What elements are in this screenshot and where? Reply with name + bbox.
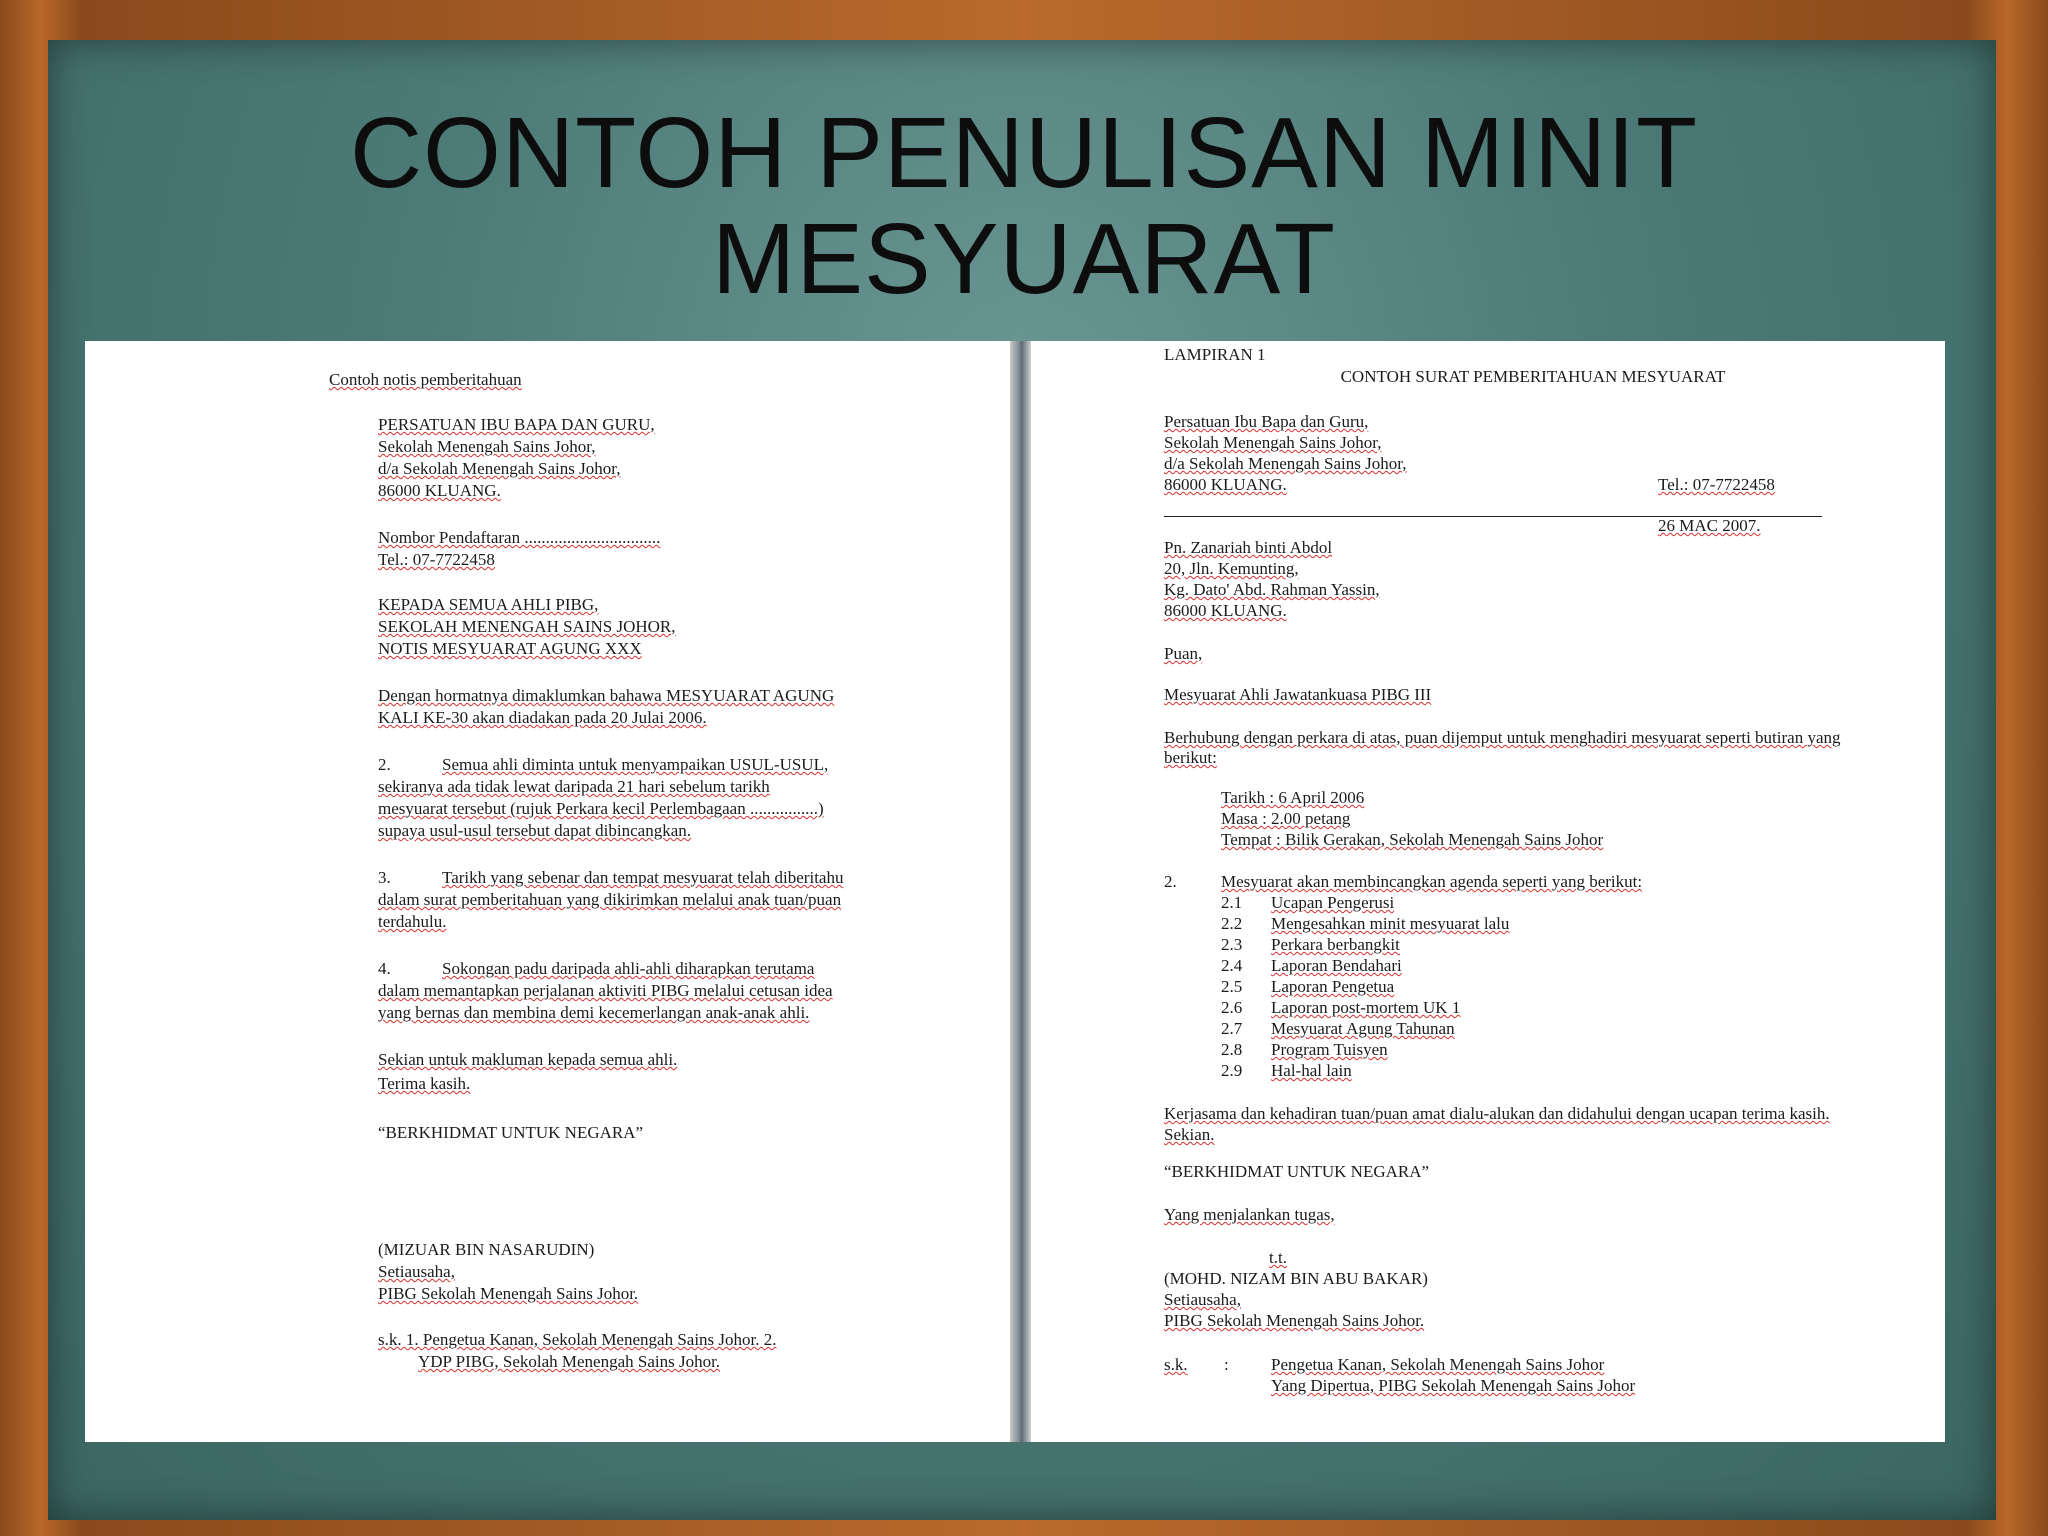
right-agenda-number: 2. xyxy=(1164,872,1177,891)
left-signatory-org: PIBG Sekolah Menengah Sains Johor. xyxy=(378,1284,639,1303)
left-motto: “BERKHIDMAT UNTUK NEGARA” xyxy=(378,1123,644,1142)
left-para3-line: Tarikh yang sebenar dan tempat mesyuarat telah diberitahu xyxy=(442,868,844,887)
right-tt: t.t. xyxy=(1269,1248,1287,1267)
agenda-item-number: 2.1 xyxy=(1221,893,1243,912)
left-to-line: KEPADA SEMUA AHLI PIBG, xyxy=(378,595,599,614)
page-gutter xyxy=(1010,341,1031,1442)
right-date: 26 MAC 2007. xyxy=(1658,516,1761,535)
left-para2-line: supaya usul-usul tersebut dapat dibincangkan. xyxy=(378,821,692,840)
right-agenda-intro: Mesyuarat akan membincangkan agenda seperti yang berikut: xyxy=(1221,872,1643,891)
left-para3-line: terdahulu. xyxy=(378,912,447,931)
left-para2-line: mesyuarat tersebut (rujuk Perkara kecil Perlembagaan ................) xyxy=(378,799,824,818)
left-para3-number: 3. xyxy=(378,868,391,887)
right-signatory-name: (MOHD. NIZAM BIN ABU BAKAR) xyxy=(1164,1269,1428,1288)
agenda-item-text: Mesyuarat Agung Tahunan xyxy=(1271,1019,1455,1038)
agenda-item-text: Mengesahkan minit mesyuarat lalu xyxy=(1271,914,1510,933)
left-cc-line: YDP PIBG, Sekolah Menengah Sains Johor. xyxy=(418,1352,721,1371)
agenda-item-number: 2.6 xyxy=(1221,998,1243,1017)
left-org-line: Sekolah Menengah Sains Johor, xyxy=(378,437,596,456)
left-org-line: PERSATUAN IBU BAPA DAN GURU, xyxy=(378,415,655,434)
right-addressee-line: 86000 KLUANG. xyxy=(1164,601,1287,620)
right-cc-line: Pengetua Kanan, Sekolah Menengah Sains Johor xyxy=(1271,1355,1605,1374)
left-cc-line: s.k. 1. Pengetua Kanan, Sekolah Menengah Sains Johor. 2. xyxy=(378,1330,777,1349)
right-org-line: Sekolah Menengah Sains Johor, xyxy=(1164,433,1382,452)
left-para1-line: Dengan hormatnya dimaklumkan bahawa MESYUARAT AGUNG xyxy=(378,686,835,705)
left-heading: Contoh notis pemberitahuan xyxy=(329,370,522,389)
agenda-item-text: Laporan post-mortem UK 1 xyxy=(1271,998,1461,1017)
right-addressee-line: 20, Jln. Kemunting, xyxy=(1164,559,1299,578)
left-signatory-name: (MIZUAR BIN NASARUDIN) xyxy=(378,1240,595,1259)
left-org-line: d/a Sekolah Menengah Sains Johor, xyxy=(378,459,621,478)
right-addressee-line: Pn. Zanariah binti Abdol xyxy=(1164,538,1333,557)
right-intro-line: Berhubung dengan perkara di atas, puan dijemput untuk menghadiri mesyuarat seperti butiran yang xyxy=(1164,728,1841,747)
left-org-line: 86000 KLUANG. xyxy=(378,481,501,500)
left-registration-line: Nombor Pendaftaran ................................ xyxy=(378,528,661,547)
right-closing-line: Sekian. xyxy=(1164,1125,1215,1144)
agenda-item-number: 2.2 xyxy=(1221,914,1243,933)
left-document-page xyxy=(85,341,1010,1442)
left-closing-line: Terima kasih. xyxy=(378,1074,471,1093)
left-para2-line: Semua ahli diminta untuk menyampaikan USUL-USUL, xyxy=(442,755,829,774)
agenda-item-text: Laporan Bendahari xyxy=(1271,956,1402,975)
left-para4-line: dalam memantapkan perjalanan aktiviti PIBG melalui cetusan idea xyxy=(378,981,833,1000)
right-detail-time: Masa : 2.00 petang xyxy=(1221,809,1351,828)
right-closing-line: Kerjasama dan kehadiran tuan/puan amat dialu-alukan dan didahului dengan ucapan terima kasih. xyxy=(1164,1104,1830,1123)
agenda-item-number: 2.3 xyxy=(1221,935,1243,954)
slide-title-line-1: CONTOH PENULISAN MINIT xyxy=(349,97,1699,209)
right-intro-line: berikut: xyxy=(1164,748,1217,767)
right-tel: Tel.: 07-7722458 xyxy=(1658,475,1775,494)
agenda-item-text: Program Tuisyen xyxy=(1271,1040,1388,1059)
right-motto: “BERKHIDMAT UNTUK NEGARA” xyxy=(1164,1162,1430,1181)
right-salutation: Puan, xyxy=(1164,644,1203,663)
right-subject: Mesyuarat Ahli Jawatankuasa PIBG III xyxy=(1164,685,1432,704)
left-para1-line: KALI KE-30 akan diadakan pada 20 Julai 2006. xyxy=(378,708,707,727)
agenda-item-text: Perkara berbangkit xyxy=(1271,935,1400,954)
right-addressee-line: Kg. Dato' Abd. Rahman Yassin, xyxy=(1164,580,1380,599)
right-heading: CONTOH SURAT PEMBERITAHUAN MESYUARAT xyxy=(1340,367,1726,386)
agenda-item-number: 2.4 xyxy=(1221,956,1243,975)
right-org-line: 86000 KLUANG. xyxy=(1164,475,1287,494)
right-document-page xyxy=(1031,341,1945,1442)
right-cc-line: Yang Dipertua, PIBG Sekolah Menengah Sains Johor xyxy=(1271,1376,1636,1395)
agenda-item-number: 2.5 xyxy=(1221,977,1243,996)
right-cc-label: s.k. xyxy=(1164,1355,1188,1374)
agenda-item-text: Hal-hal lain xyxy=(1271,1061,1352,1080)
left-signatory-title: Setiausaha, xyxy=(378,1262,455,1281)
left-para4-number: 4. xyxy=(378,959,391,978)
right-signatory-org: PIBG Sekolah Menengah Sains Johor. xyxy=(1164,1311,1425,1330)
agenda-item-text: Laporan Pengetua xyxy=(1271,977,1395,996)
left-para3-line: dalam surat pemberitahuan yang dikirimkan melalui anak tuan/puan xyxy=(378,890,842,909)
right-signatory-title: Setiausaha, xyxy=(1164,1290,1241,1309)
left-para4-line: Sokongan padu daripada ahli-ahli diharapkan terutama xyxy=(442,959,815,978)
left-to-line: NOTIS MESYUARAT AGUNG XXX xyxy=(378,639,642,658)
agenda-item-number: 2.9 xyxy=(1221,1061,1243,1080)
agenda-item-text: Ucapan Pengerusi xyxy=(1271,893,1395,912)
left-para4-line: yang bernas dan membina demi kecemerlangan anak-anak ahli. xyxy=(378,1003,810,1022)
agenda-item-number: 2.7 xyxy=(1221,1019,1243,1038)
right-cc-colon: : xyxy=(1224,1355,1229,1374)
agenda-item-number: 2.8 xyxy=(1221,1040,1243,1059)
left-para2-number: 2. xyxy=(378,755,391,774)
right-detail-date: Tarikh : 6 April 2006 xyxy=(1221,788,1365,807)
right-org-line: Persatuan Ibu Bapa dan Guru, xyxy=(1164,412,1369,431)
slide-title xyxy=(0,97,2048,315)
right-detail-place: Tempat : Bilik Gerakan, Sekolah Menengah Sains Johor xyxy=(1221,830,1604,849)
slide-title-line-2: MESYUARAT xyxy=(712,203,1336,315)
right-org-line: d/a Sekolah Menengah Sains Johor, xyxy=(1164,454,1407,473)
right-lampiran-label: LAMPIRAN 1 xyxy=(1164,345,1266,364)
left-para2-line: sekiranya ada tidak lewat daripada 21 hari sebelum tarikh xyxy=(378,777,770,796)
left-to-line: SEKOLAH MENENGAH SAINS JOHOR, xyxy=(378,617,676,636)
left-closing-line: Sekian untuk makluman kepada semua ahli. xyxy=(378,1050,678,1069)
left-tel-line: Tel.: 07-7722458 xyxy=(378,550,495,569)
right-yang-menjalankan: Yang menjalankan tugas, xyxy=(1164,1205,1335,1224)
